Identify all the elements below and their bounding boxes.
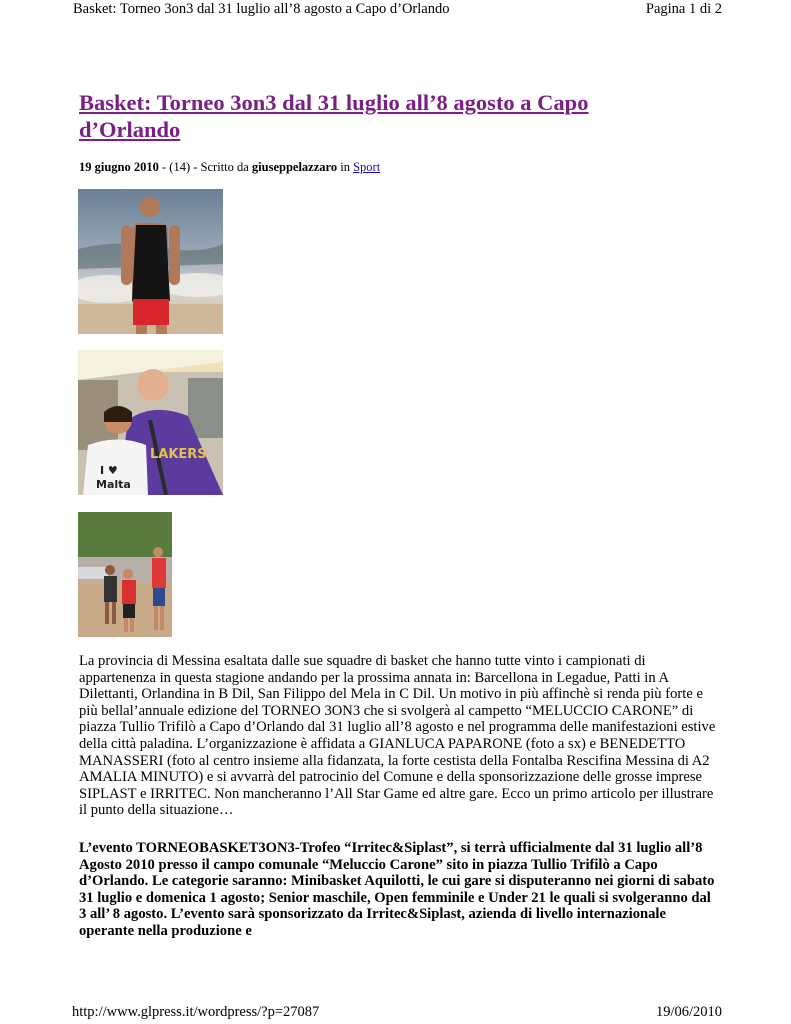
article-comments-author-prefix: - (14) - Scritto da xyxy=(158,160,252,174)
photo-jersey-text: LAKERS xyxy=(150,447,207,462)
photo-benedetto-manasseri-amalia-minuto xyxy=(78,350,223,495)
photo-shirt-text: I ♥ xyxy=(100,464,118,477)
svg-text:Malta: Malta xyxy=(96,478,131,491)
category-link-sport[interactable]: Sport xyxy=(353,160,381,174)
article-bold-paragraph: L’evento TORNEOBASKET3ON3-Trofeo “Irritec&Siplast”, si terrà ufficialmente dal 31 luglio all’8 Agosto 2010 presso il campo comunale “Meluccio Carone” sito in piazza Tullio Trifilò a Capo d’Orlando. Le categorie saranno: Minibasket Aquilotti, le cui gare si disputeranno nei giorni di sabato 31 luglio e domenica 1 agosto; Senior maschile, Open femminile e Under 21 le quali si svolgeranno dal 3 all’ 8 agosto. L’evento sarà sponsorizzato da Irritec&Siplast, azienda di livello internazionale operante nella produzione e xyxy=(79,840,715,939)
article-meta xyxy=(79,160,380,175)
article-paragraph: La provincia di Messina esaltata dalle sue squadre di basket che hanno tutte vinto i campionati di appartenenza in questa stagione andando per la prossima annata in: Barcellona in Legadue, Patti in A Dilettanti, Orlandina in B Dil, San Filippo del Mela in C Dil. Un motivo in più affinchè si renda più forte e più bellal’annuale edizione del TORNEO 3ON3 che si svolgerà al campetto “MELUCCIO CARONE” di piazza Tullio Trifilò a Capo d’Orlando dal 31 luglio all’8 agosto e nel programma delle manifestazioni estive della città paladina. L’organizzazione è affidata a GIANLUCA PAPARONE (foto a sx) e BENEDETTO MANASSERI (foto al centro insieme alla fidanzata, la forte cestista della Fontalba Rescifina Messina di A2 AMALIA MINUTO) e si avvarrà del patrocinio del Comune e della sponsorizzazione delle grosse imprese SIPLAST e IRRITEC. Non mancheranno l’All Star Game ed altre gare. Ecco un primo articolo per illustrare il punto della situazione… xyxy=(79,653,716,819)
article-title-link[interactable]: Basket: Torneo 3on3 dal 31 luglio all’8 agosto a Capo d’Orlando xyxy=(79,90,589,142)
article-date: 19 giugno 2010 xyxy=(79,160,159,174)
print-footer-url: http://www.glpress.it/wordpress/?p=27087 xyxy=(72,1004,320,1020)
photo-gianluca-paparone xyxy=(78,189,223,334)
print-header-page-number: Pagina 1 di 2 xyxy=(645,1,722,17)
article-category-prefix: in xyxy=(337,160,354,174)
article-author: giuseppelazzaro xyxy=(251,160,338,174)
photo-basketball-court xyxy=(78,512,172,637)
print-header-title: Basket: Torneo 3on3 dal 31 luglio all’8 agosto a Capo d’Orlando xyxy=(73,1,450,17)
print-footer-date: 19/06/2010 xyxy=(655,1004,722,1020)
